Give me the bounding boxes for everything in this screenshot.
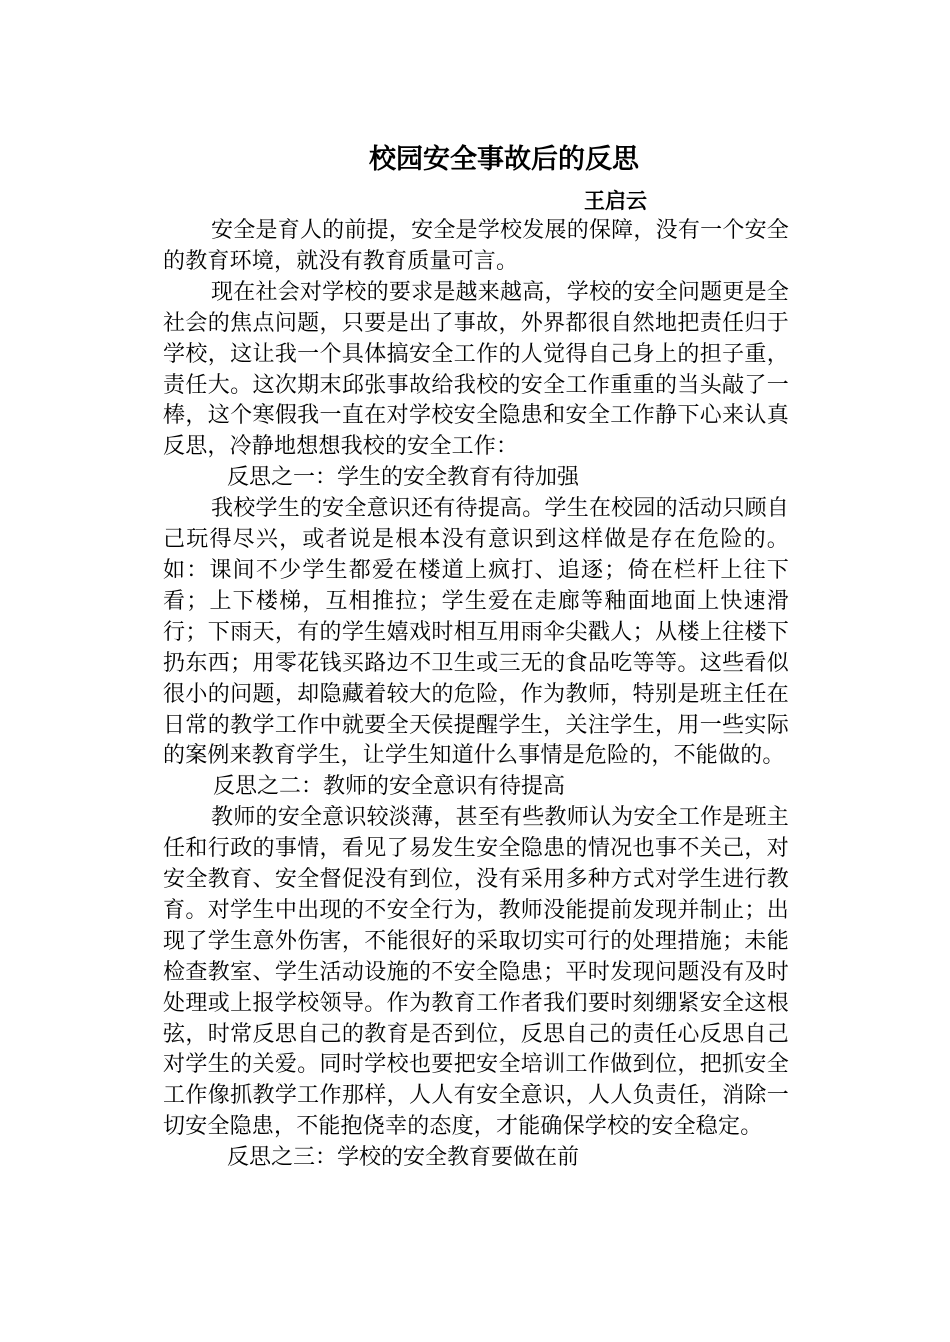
document-page [163,140,789,1174]
section-body-2: 教师的安全意识较淡薄，甚至有些教师认为安全工作是班主任和行政的事情，看见了易发生安全隐患的情况也事不关己，对安全教育、安全督促没有到位，没有采用多种方式对学生进行教育。对学生中出现的不安全行为，教师没能提前发现并制止；出现了学生意外伤害，不能很好的采取切实可行的处理措施；未能检查教室、学生活动设施的不安全隐患；平时发现问题没有及时处理或上报学校领导。作为教育工作者我们要时刻绷紧安全这根弦，时常反思自己的教育是否到位，反思自己的责任心反思自己对学生的关爱。同时学校也要把安全培训工作做到位，把抓安全工作像抓教学工作那样，人人有安全意识，人人负责任，消除一切安全隐患，不能抱侥幸的态度，才能确保学校的安全稳定。 [163,805,789,1140]
section-body-1: 我校学生的安全意识还有待提高。学生在校园的活动只顾自己玩得尽兴，或者说是根本没有意识到这样做是存在危险的。如：课间不少学生都爱在楼道上疯打、追逐；倚在栏杆上往下看；上下楼梯，互相推拉；学生爱在走廊等釉面地面上快速滑行；下雨天，有的学生嬉戏时相互用雨伞尖戳人；从楼上往楼下扔东西；用零花钱买路边不卫生或三无的食品吃等等。这些看似很小的问题，却隐藏着较大的危险，作为教师，特别是班主任在日常的教学工作中就要全天侯提醒学生，关注学生，用一些实际的案例来教育学生，让学生知道什么事情是危险的，不能做的。 [163,496,789,769]
section-heading-2: 反思之二：教师的安全意识有待提高 [213,774,566,800]
intro-paragraph: 安全是育人的前提，安全是学校发展的保障，没有一个安全的教育环境，就没有教育质量可言。 [163,218,789,274]
context-paragraph: 现在社会对学校的要求是越来越高，学校的安全问题更是全社会的焦点问题，只要是出了事故，外界都很自然地把责任归于学校，这让我一个具体搞安全工作的人觉得自己身上的担子重，责任大。这次期末邱张事故给我校的安全工作重重的当头敲了一棒，这个寒假我一直在对学校安全隐患和安全工作静下心来认真反思，冷静地想想我校的安全工作： [163,279,789,460]
document-title: 校园安全事故后的反思 [369,144,639,175]
section-heading-3: 反思之三：学校的安全教育要做在前 [227,1145,580,1171]
author-name: 王启云 [584,189,647,213]
section-heading-1: 反思之一：学生的安全教育有待加强 [227,465,580,491]
